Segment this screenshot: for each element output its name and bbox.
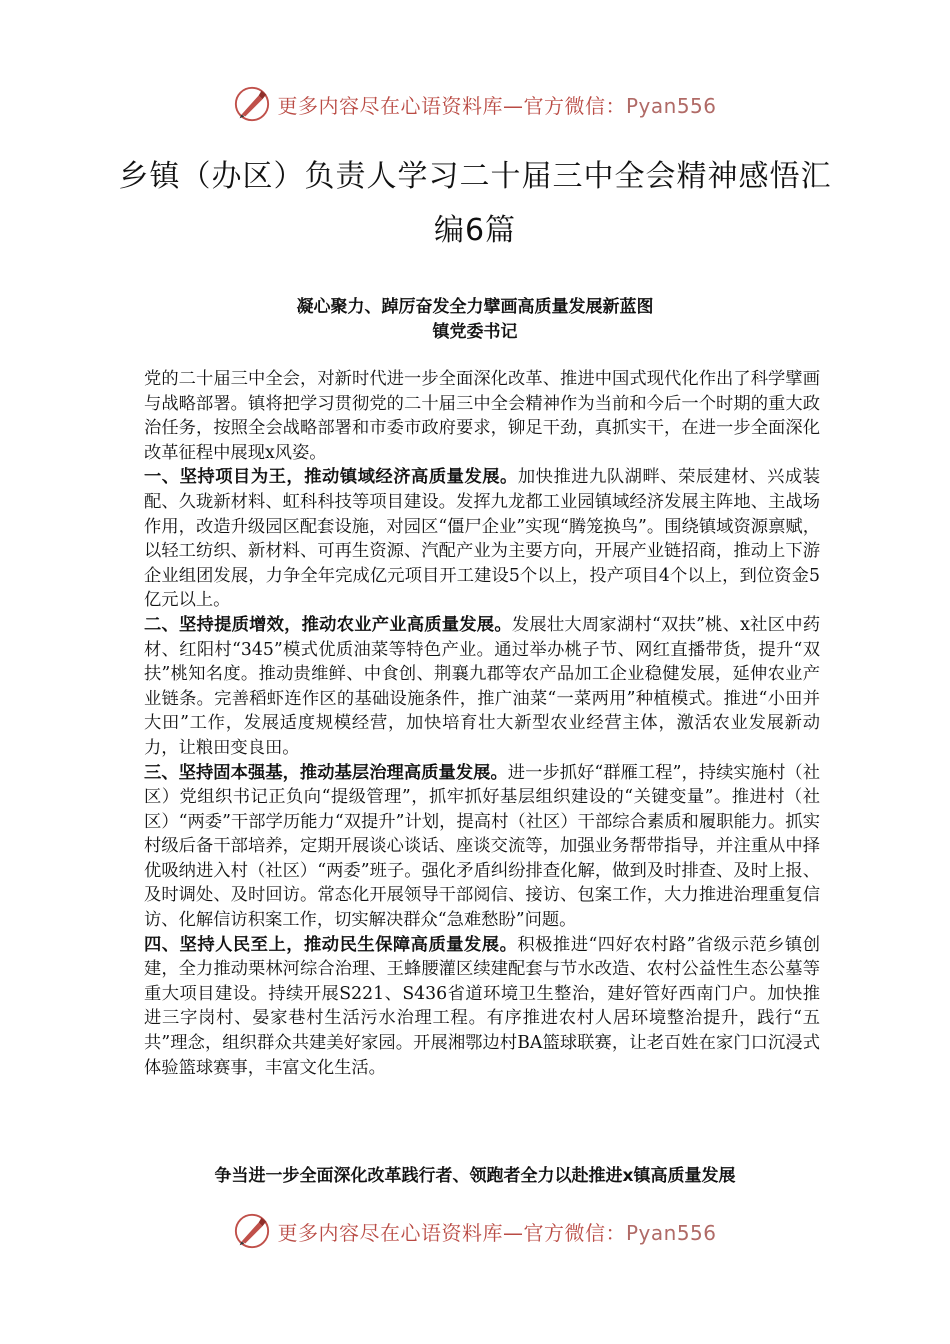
section1-heading: 凝心聚力、踔厉奋发全力擘画高质量发展新蓝图 [296, 297, 654, 317]
point-paragraph [144, 465, 820, 613]
section2-heading: 争当进一步全面深化改革践行者、领跑者全力以赴推进x镇高质量发展 [214, 1166, 736, 1186]
point-text: 积极推进“四好农村路”省级示范乡镇创建，全力推动栗林河综合治理、王蜂腰灌区续建配套与节水改造、农村公益性生态公墓等重大项目建设。持续开展S221、S436省道环境卫生整治，建好管好西南门户。加快推进三字岗村、晏家巷村生活污水治理工程。有序推进农村人居环境整治提升，践行“五共”理念，组织群众共建美好家园。开展湘鄂边村BA篮球联赛，让老百姓在家门口沉浸式体验篮球赛事，丰富文化生活。 [144, 934, 820, 1078]
watermark-bottom [0, 1211, 950, 1251]
intro-paragraph: 党的二十届三中全会，对新时代进一步全面深化改革、推进中国式现代化作出了科学擘画与战略部署。镇将把学习贯彻党的二十届三中全会精神作为当前和今后一个时期的重大政治任务，按照全会战略部署和市委市政府要求，铆足干劲，真抓实干，在进一步全面深化改革征程中展现x风姿。 [144, 369, 820, 463]
point-lead: 二、坚持提质增效，推动农业产业高质量发展。 [144, 614, 512, 635]
watermark-text: 更多内容尽在心语资料库—官方微信：Pyan556 [277, 93, 717, 118]
point-paragraph [144, 613, 820, 761]
section1-body [144, 367, 820, 1080]
point-lead: 三、坚持固本强基，推动基层治理高质量发展。 [144, 762, 508, 783]
watermark-top [0, 84, 950, 124]
point-lead: 四、坚持人民至上，推动民生保障高质量发展。 [144, 934, 518, 955]
point-lead: 一、坚持项目为王，推动镇域经济高质量发展。 [144, 467, 518, 488]
pen-logo-icon [233, 1212, 271, 1250]
page-title-line1: 乡镇（办区）负责人学习二十届三中全会精神感悟汇 [118, 159, 832, 194]
point-text: 发展壮大周家湖村“双扶”桃、x社区中药材、红阳村“345”模式优质油菜等特色产业。通过举办桃子节、网红直播带货，提升“双扶”桃知名度。推动贵维鲜、中食创、荆襄九郡等农产品加工企业稳健发展，延伸农业产业链条。完善稻虾连作区的基础设施条件，推广油菜“一菜两用”种植模式。推进“小田并大田”工作，发展适度规模经营，加快培育壮大新型农业经营主体，激活农业发展新动力，让粮田变良田。 [144, 614, 820, 758]
pen-logo-icon [233, 85, 271, 123]
page-title-line2: 编6篇 [433, 213, 517, 248]
page-title [90, 150, 860, 258]
section1-author: 镇党委书记 [432, 322, 518, 342]
watermark-text: 更多内容尽在心语资料库—官方微信：Pyan556 [277, 1220, 717, 1245]
point-paragraph [144, 761, 820, 933]
point-paragraph [144, 933, 820, 1081]
point-text: 加快推进九队湖畔、荣辰建材、兴成装配、久珑新材料、虹科科技等项目建设。发挥九龙都工业园镇域经济发展主阵地、主战场作用，改造升级园区配套设施，对园区“僵尸企业”实现“腾笼换鸟”。围绕镇域资源禀赋，以轻工纺织、新材料、可再生资源、汽配产业为主要方向，开展产业链招商，推动上下游企业组团发展，力争全年完成亿元项目开工建设5个以上，投产项目4个以上，到位资金5亿元以上。 [144, 467, 820, 611]
point-text: 进一步抓好“群雁工程”，持续实施村（社区）党组织书记正负向“提级管理”，抓牢抓好基层组织建设的“关键变量”。推进村（社区）“两委”干部学历能力“双提升”计划，提高村（社区）干部综合素质和履职能力。抓实村级后备干部培养，定期开展谈心谈话、座谈交流等，加强业务帮带指导，并注重从中择优吸纳进入村（社区）“两委”班子。强化矛盾纠纷排查化解，做到及时排查、及时上报、及时调处、及时回访。常态化开展领导干部阅信、接访、包案工作，大力推进治理重复信访、化解信访积案工作，切实解决群众“急难愁盼”问题。 [144, 762, 820, 931]
